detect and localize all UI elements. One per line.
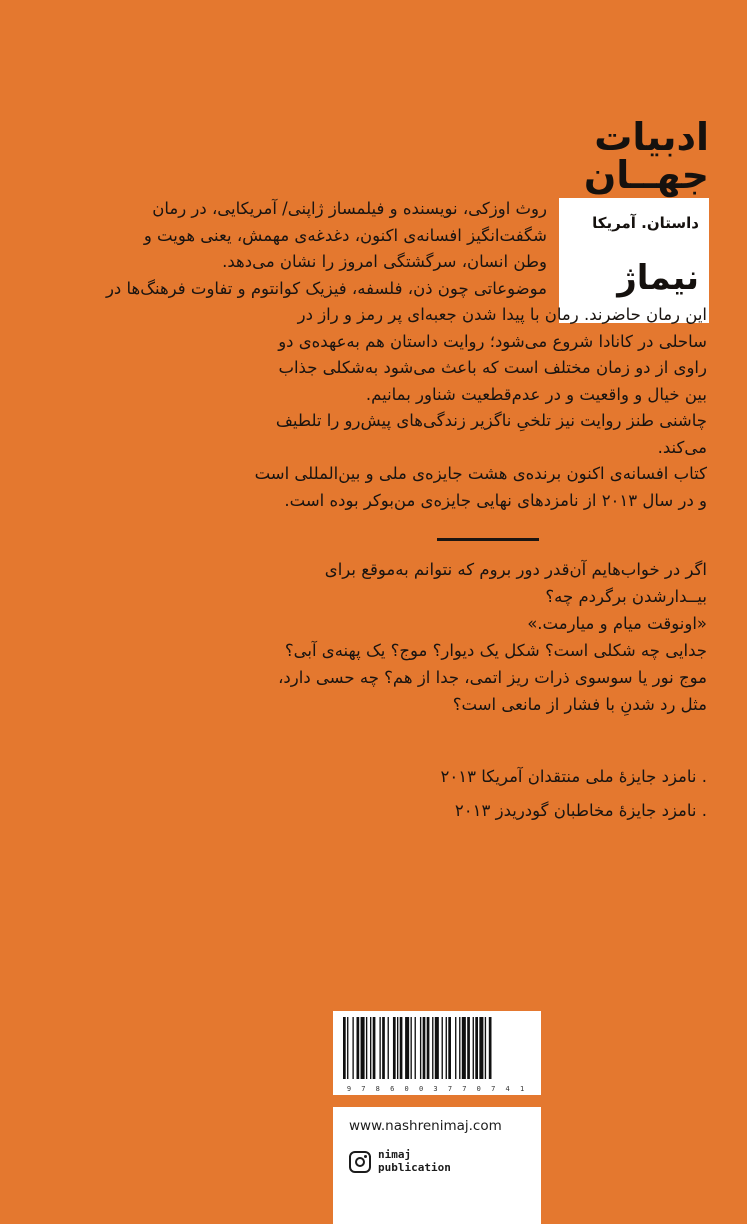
barcode-bar <box>448 1017 451 1079</box>
barcode-bar <box>405 1017 409 1079</box>
barcode-bar <box>459 1017 460 1079</box>
genre-label: داستان. آمریکا <box>592 214 699 232</box>
description-line: روث اوزکی، نویسنده و فیلمساز ژاپنی/ آمریکایی، در رمان <box>152 199 547 218</box>
barcode-bar <box>361 1017 365 1079</box>
description-line: وطن انسان، سرگشتگی امروز را نشان می‌دهد. <box>222 252 547 271</box>
barcode-bar <box>455 1017 456 1079</box>
barcode-bar <box>357 1017 360 1079</box>
description-line: راوی از دو زمان مختلف است که باعث می‌شود به‌شکلی جذاب <box>278 358 707 377</box>
barcode-bar <box>347 1017 348 1079</box>
instagram-handle <box>378 1148 451 1174</box>
isbn-barcode <box>333 1011 541 1095</box>
description-line: ساحلی در کانادا شروع می‌شود؛ روایت داستان هم به‌عهده‌ی دو <box>278 331 707 351</box>
barcode-bar <box>373 1017 376 1079</box>
awards-list <box>147 760 707 828</box>
barcode-bar <box>475 1017 478 1079</box>
barcode-bar <box>393 1017 396 1079</box>
description-line: کتاب افسانه‌ی اکنون برنده‌ی هشت جایزه‌ی ملی و بین‌المللی است <box>254 464 707 483</box>
quote-line: موج نور یا سوسوی ذرات ریز اتمی، جدا از هم؟ چه حسی دارد، <box>278 668 707 687</box>
description-line: موضوعاتی چون ذن، فلسفه، فیزیک کوانتوم و تفاوت فرهنگ‌ها در <box>105 278 547 298</box>
series-title <box>569 115 709 197</box>
quote-line: جدایی چه شکلی است؟ شکل یک دیوار؟ موج؟ یک پهنه‌ی آبی؟ <box>284 641 707 660</box>
barcode-bar <box>432 1017 433 1079</box>
award-item: . نامزد جایزۀ مخاطبان گودریدز ۲۰۱۳ <box>454 801 707 820</box>
barcode-bars <box>341 1017 533 1079</box>
description-line: بین خیال و واقعیت و در عدم‌قطعیت شناور بمانیم. <box>365 384 707 404</box>
barcode-bar <box>415 1017 416 1079</box>
barcode-bar <box>400 1017 403 1079</box>
barcode-bar <box>397 1017 398 1079</box>
barcode-bar <box>420 1017 421 1079</box>
barcode-bar <box>462 1017 466 1079</box>
description-line: می‌کند. <box>657 437 707 457</box>
barcode-bar <box>427 1017 430 1079</box>
excerpt-quote <box>87 556 707 718</box>
barcode-bar <box>479 1017 483 1079</box>
barcode-bar <box>388 1017 389 1079</box>
description-line: چاشنی طنز روایت نیز تلخیِ ناگزیر زندگی‌های پیش‌رو را تلطیف <box>275 411 707 430</box>
publisher-website: www.nashrenimaj.com <box>349 1118 502 1134</box>
barcode-bar <box>446 1017 447 1079</box>
barcode-bar <box>411 1017 412 1079</box>
barcode-digits: 9 7 8 6 0 0 3 7 7 0 7 4 1 <box>346 1085 528 1093</box>
description-line: این رمان حاضرند. رمان با پیدا شدن جعبه‌ای پر رمز و راز در <box>297 305 707 324</box>
barcode-bar <box>382 1017 385 1079</box>
series-title-line1: ادبیات <box>594 115 709 159</box>
barcode-bar <box>435 1017 439 1079</box>
instagram-handle-line2: publication <box>378 1161 451 1174</box>
quote-line: مثل رد شدنِ با فشار از مانعی است؟ <box>452 695 707 714</box>
book-description <box>47 196 707 514</box>
barcode-bar <box>352 1017 353 1079</box>
barcode-bar <box>442 1017 443 1079</box>
award-item: . نامزد جایزۀ ملی منتقدان آمریکا ۲۰۱۳ <box>440 767 707 786</box>
quote-line: اگر در خواب‌هایم آن‌قدر دور بروم که نتوانم به‌موقع برای <box>324 560 707 579</box>
barcode-bar <box>485 1017 486 1079</box>
quote-line: بیــدارشدن برگردم چه؟ <box>545 587 707 606</box>
section-divider <box>437 538 539 541</box>
publisher-info-box <box>333 1107 541 1224</box>
barcode-bar <box>467 1017 470 1079</box>
description-line: و در سال ۲۰۱۳ از نامزدهای نهایی جایزه‌ی من‌بوکر بوده است. <box>284 490 707 510</box>
barcode-bar <box>423 1017 426 1079</box>
barcode-bar <box>473 1017 474 1079</box>
instagram-handle-line1: nimaj <box>378 1148 412 1161</box>
barcode-bar <box>366 1017 367 1079</box>
quote-line: «اونوقت میام و میارمت.» <box>527 614 707 633</box>
description-line: شگفت‌انگیز افسانه‌ی اکنون، دغدغه‌ی مهمش، یعنی هویت و <box>143 225 547 245</box>
barcode-bar <box>370 1017 371 1079</box>
series-title-line2: جهــان <box>583 153 709 197</box>
barcode-bar <box>379 1017 380 1079</box>
publisher-logo: نیماژ <box>617 258 699 298</box>
instagram-icon <box>349 1151 371 1173</box>
barcode-bar <box>343 1017 346 1079</box>
barcode-bar <box>489 1017 492 1079</box>
